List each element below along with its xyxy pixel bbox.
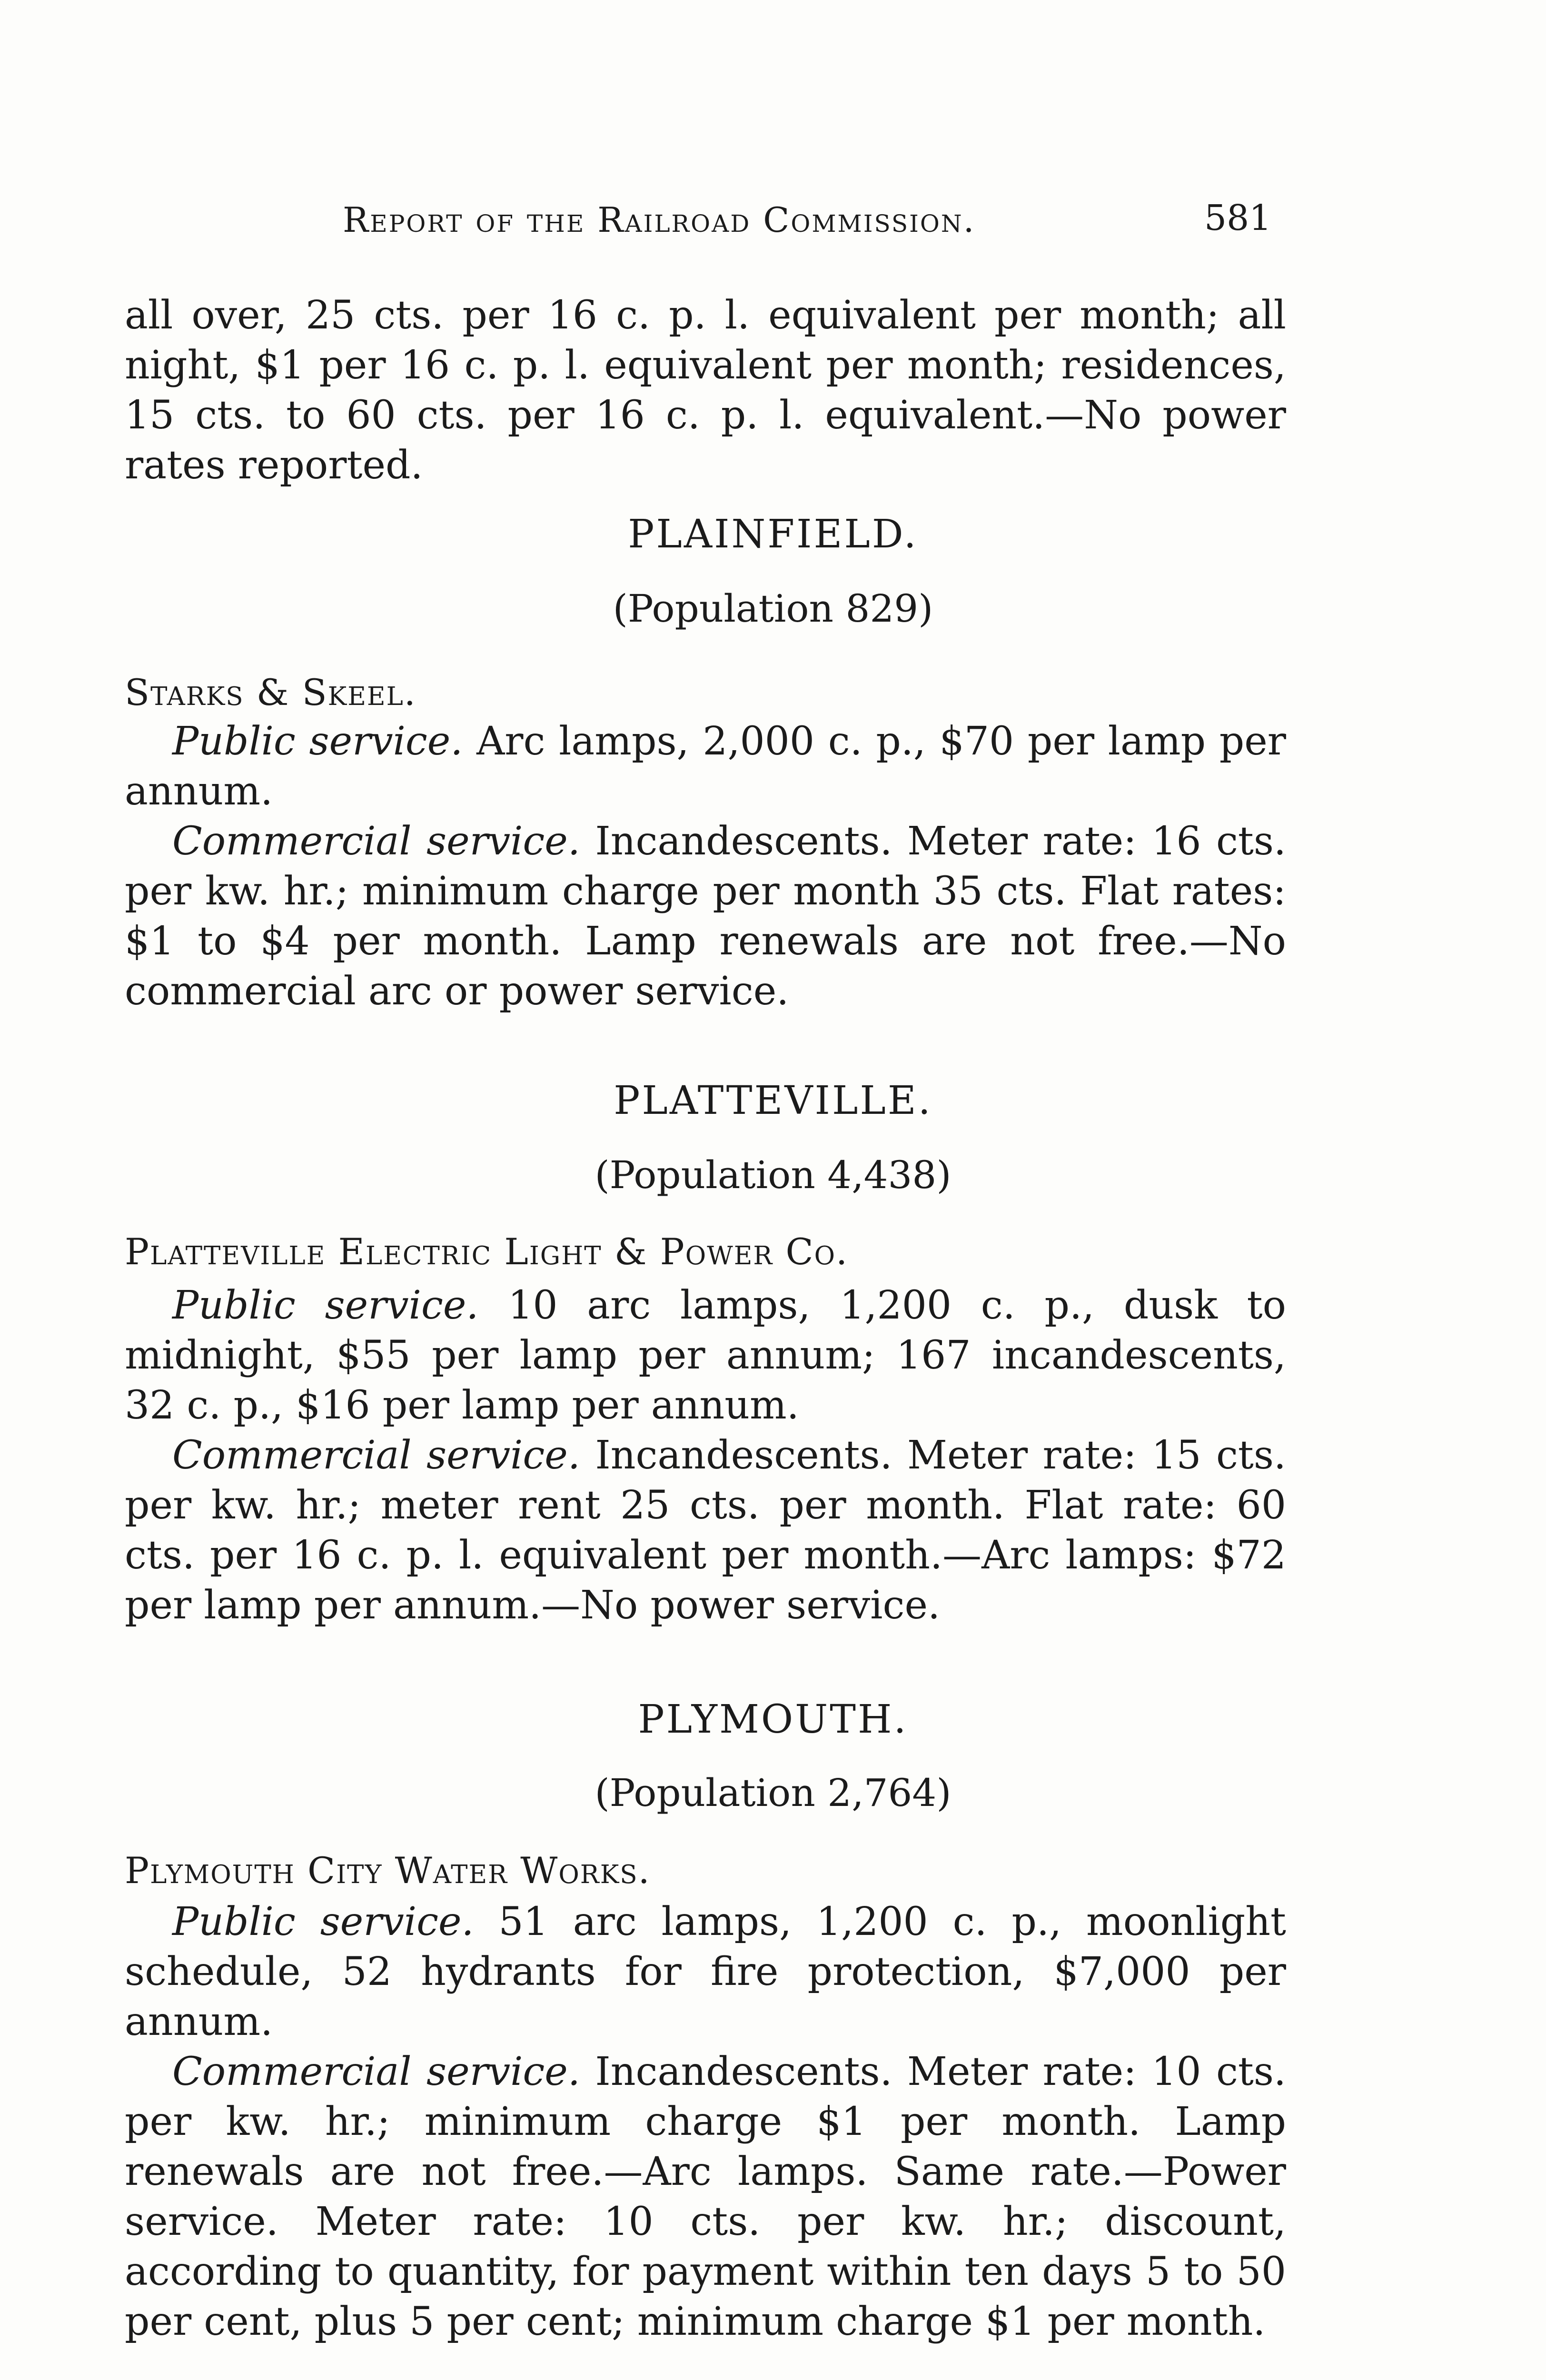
commercial-service-paragraph [125,2047,1286,2347]
company-name-platteville: Platteville Electric Light & Power Co. [125,1230,849,1273]
population-plainfield: (Population 829) [613,586,933,631]
paragraph-label: Public service. [172,1899,474,1944]
population-platteville: (Population 4,438) [595,1153,951,1197]
town-heading-platteville: PLATTEVILLE. [614,1078,932,1123]
paragraph-text: Arc lamps, 2,000 c. p., $70 per lamp per annum. [125,719,1286,814]
paragraph-text: Incandescents. Meter rate: 15 cts. per kw. hr.; meter rent 25 cts. per month. Flat rate: 60 cts. per 16 c. p. l. equivalent per month.—Arc lamps: $72 per lamp per annum.—No power service. [125,1433,1286,1628]
paragraph-text: Incandescents. Meter rate: 10 cts. per kw. hr.; minimum charge $1 per month. Lamp renewals are not free.—Arc lamps. Same rate.—Power service. Meter rate: 10 cts. per kw. hr.; discount, according to quantity, for payment within ten days 5 to 50 per cent, plus 5 per cent; minimum charge $1 per month. [125,2049,1286,2344]
public-service-paragraph [125,1897,1286,2047]
paragraph-label: Public service. [172,1283,479,1328]
commercial-service-paragraph [125,816,1286,1016]
public-service-paragraph [125,1280,1286,1430]
commercial-service-paragraph [125,1430,1286,1630]
section-body-plainfield [125,716,1286,1016]
town-heading-plymouth: PLYMOUTH. [638,1697,908,1742]
public-service-paragraph [125,716,1286,816]
section-body-plymouth [125,1897,1286,2347]
paragraph-label: Commercial service. [172,819,580,864]
paragraph-label: Public service. [172,719,463,764]
continuation-paragraph [125,290,1286,490]
paragraph-label: Commercial service. [172,2049,580,2094]
page-number: 581 [1204,198,1272,238]
company-name-plainfield: Starks & Skeel. [125,671,416,714]
paragraph-text: 10 arc lamps, 1,200 c. p., dusk to midnight, $55 per lamp per annum; 167 incandescents, 32 c. p., $16 per lamp per annum. [125,1283,1286,1428]
paragraph-text: Incandescents. Meter rate: 16 cts. per kw. hr.; minimum charge per month 35 cts. Flat rates: $1 to $4 per month. Lamp renewals are not free.—No commercial arc or power service. [125,819,1286,1014]
paragraph-label: Commercial service. [172,1433,580,1478]
section-body-platteville [125,1280,1286,1630]
continuation-text: all over, 25 cts. per 16 c. p. l. equivalent per month; all night, $1 per 16 c. p. l. equivalent per month; residences, 15 cts. to 60 cts. per 16 c. p. l. equivalent.—No power rates reported. [125,293,1286,488]
population-plymouth: (Population 2,764) [595,1771,951,1815]
running-head: Report of the Railroad Commission. [343,200,976,240]
company-name-plymouth: Plymouth City Water Works. [125,1849,651,1892]
paragraph-text: 51 arc lamps, 1,200 c. p., moonlight schedule, 52 hydrants for fire protection, $7,000 per annum. [125,1899,1286,2044]
town-heading-plainfield: PLAINFIELD. [628,512,918,557]
